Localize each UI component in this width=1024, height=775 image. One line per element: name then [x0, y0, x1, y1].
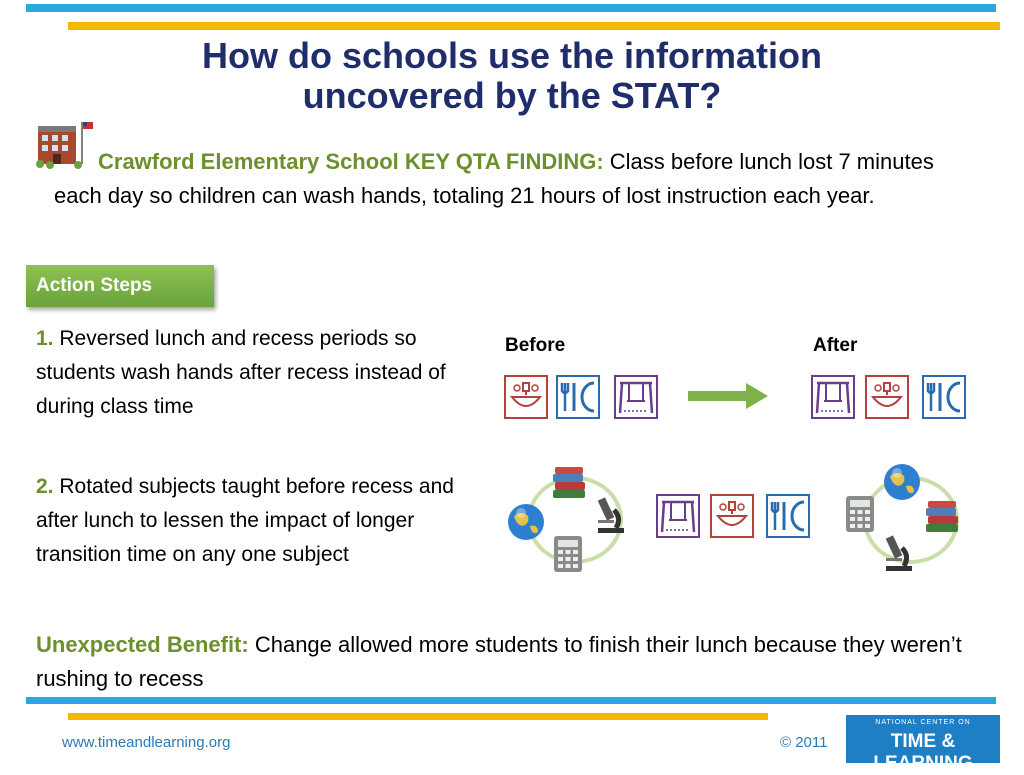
arrow-right-icon — [688, 380, 770, 412]
lunch-utensils-icon — [556, 375, 600, 419]
title-line-1: How do schools use the information — [201, 35, 823, 76]
books-icon — [547, 462, 591, 506]
recess-swing-icon — [656, 494, 700, 538]
title-line-2: uncovered by the STAT? — [302, 75, 722, 116]
unexpected-benefit — [36, 628, 996, 696]
microscope-icon — [588, 492, 632, 536]
calculator-icon — [546, 532, 590, 576]
handwash-sink-icon — [865, 375, 909, 419]
footer-copyright: © 2011 — [780, 734, 828, 751]
benefit-text: Change allowed more students to finish their lunch because they weren’t rushing to recess — [36, 632, 962, 691]
benefit-highlight: Unexpected Benefit: — [36, 632, 249, 657]
handwash-sink-icon — [710, 494, 754, 538]
logo-main-text: TIME & LEARNING — [873, 731, 973, 774]
top-blue-bar — [26, 4, 996, 12]
recess-swing-icon — [811, 375, 855, 419]
step-2-text: Rotated subjects taught before recess and after lunch to lessen the impact of longer transition time on any one subject — [36, 475, 454, 566]
before-label: Before — [505, 335, 566, 356]
globe-icon — [504, 500, 548, 544]
action-steps-label: Action Steps — [26, 265, 214, 307]
key-finding — [54, 145, 974, 213]
finding-highlight: Crawford Elementary School KEY QTA FINDING: — [98, 149, 604, 174]
time-and-learning-logo — [846, 715, 1000, 774]
logo-top-text: NATIONAL CENTER ON — [875, 719, 971, 726]
bottom-blue-bar — [26, 697, 996, 704]
lunch-utensils-icon — [766, 494, 810, 538]
recess-swing-icon — [614, 375, 658, 419]
handwash-sink-icon — [504, 375, 548, 419]
finding-text: Class before lunch lost 7 minutes each day so children can wash hands, totaling 21 hours of lost instruction each year. — [54, 149, 934, 208]
books-icon — [920, 496, 964, 540]
after-label: After — [813, 335, 858, 356]
lunch-utensils-icon — [922, 375, 966, 419]
step-1 — [36, 322, 466, 424]
footer-website-link[interactable]: www.timeandlearning.org — [62, 734, 231, 751]
step-2 — [36, 470, 466, 572]
step-2-number: 2. — [36, 475, 54, 498]
step-1-text: Reversed lunch and recess periods so students wash hands after recess instead of during class time — [36, 327, 446, 418]
page-title — [0, 36, 1024, 116]
bottom-yellow-bar — [68, 713, 768, 720]
step-1-number: 1. — [36, 327, 54, 350]
microscope-icon — [876, 530, 920, 574]
top-yellow-bar — [68, 22, 1000, 30]
globe-icon — [880, 460, 924, 504]
